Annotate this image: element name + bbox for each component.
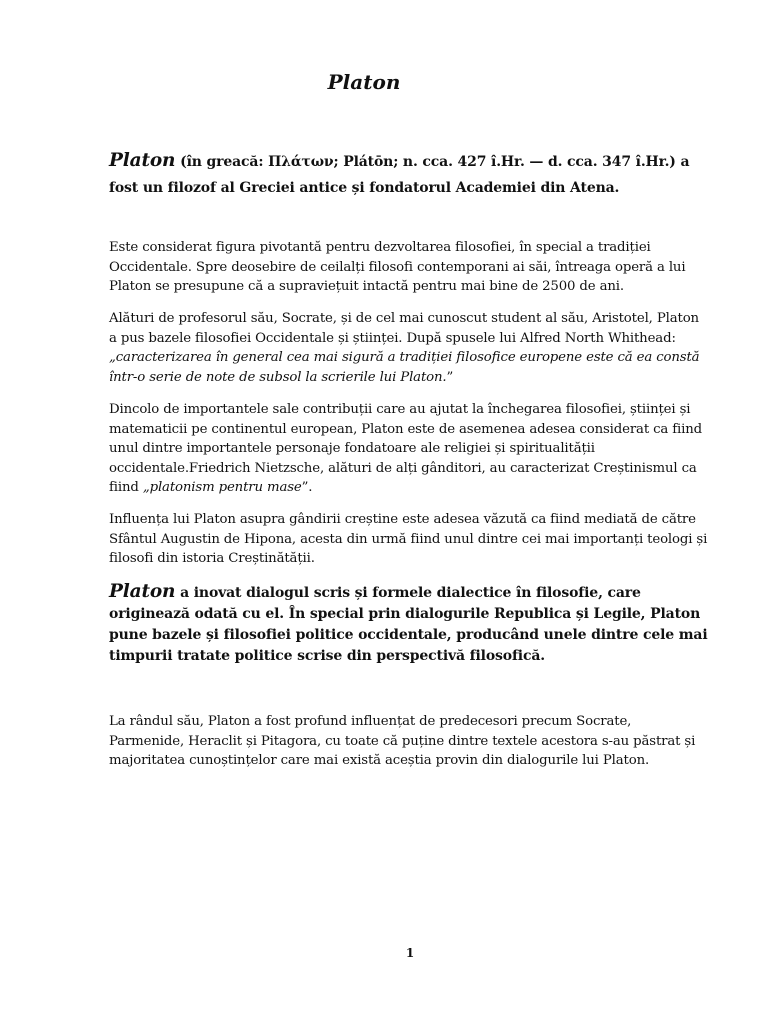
nietzsche-quote: „platonism pentru mase	[142, 480, 302, 495]
intro-text: (în greacă: Πλάτων; Plátōn; n. cca. 427 î.Hr. — d. cca. 347 î.Hr.) a fost un filozof al Greciei antice și fondatorul Academiei din Atena.	[109, 154, 690, 196]
paragraph-augustine	[109, 510, 709, 569]
paragraph-pivotal-figure	[109, 238, 709, 297]
paragraph-text: La rândul său, Platon a fost profund influențat de predecesori precum Socrate, Parmenide, Heraclit și Pitagora, cu toate că puține dintre textele acestora s-au păstrat și majoritatea cunoștințelor care mai există aceștia provin din dialogurile lui Platon.	[109, 714, 696, 768]
page-title: Platon	[327, 70, 401, 94]
paragraph-dialogue	[109, 581, 709, 667]
whitehead-quote: „caracterizarea în general cea mai sigură a tradiției filosofice europene este că ea constă într-o serie de note de subsol la scrierile lui Platon.	[109, 350, 700, 385]
page-number: 1	[405, 946, 415, 960]
intro-paragraph	[109, 148, 709, 201]
intro-lead: Platon	[109, 150, 176, 171]
paragraph-nietzsche	[109, 400, 709, 498]
paragraph-text: Este considerat figura pivotantă pentru dezvoltarea filosofiei, în special a tradiției Occidentale. Spre deosebire de ceilalți filosofi contemporani ai săi, întreaga operă a lui Platon se presupune că a supraviețuit intactă pentru mai bine de 2500 de ani.	[109, 240, 686, 294]
paragraph-text: Influența lui Platon asupra gândirii creștine este adesea văzută ca fiind mediată de către Sfântul Augustin de Hipona, acesta din urmă fiind unul dintre cei mai importanți teologi și filosofi din istoria Creștinătății.	[109, 512, 708, 566]
paragraph-whitehead-quote	[109, 309, 709, 387]
dialogue-lead: Platon	[109, 581, 176, 602]
quote-end: ”.	[301, 480, 313, 495]
dialogue-text: a inovat dialogul scris și formele dialectice în filosofie, care originează odată cu el. În special prin dialogurile Republica și Legile, Platon pune bazele și filosofiei politice occidentale, producând unele dintre cele mai timpurii tratate politice scrise din perspectivă filosofică.	[109, 585, 708, 664]
paragraph-text: Dincolo de importantele sale contribuții care au ajutat la închegarea filosofiei, științei și matematicii pe continentul european, Platon este de asemenea adesea considerat ca fiind unul dintre importantele personaje fondatoare ale religiei și spiritualității occidentale.Friedrich Nietzsche, alături de alți gânditori, au caracterizat Creștinismul ca fiind	[109, 402, 703, 495]
paragraph-text: Alături de profesorul său, Socrate, și de cel mai cunoscut student al său, Aristotel, Platon a pus bazele filosofiei Occidentale și științei. După spusele lui Alfred North Whithead:	[109, 311, 699, 346]
paragraph-predecessors	[109, 712, 709, 771]
quote-end: ”	[446, 369, 454, 385]
